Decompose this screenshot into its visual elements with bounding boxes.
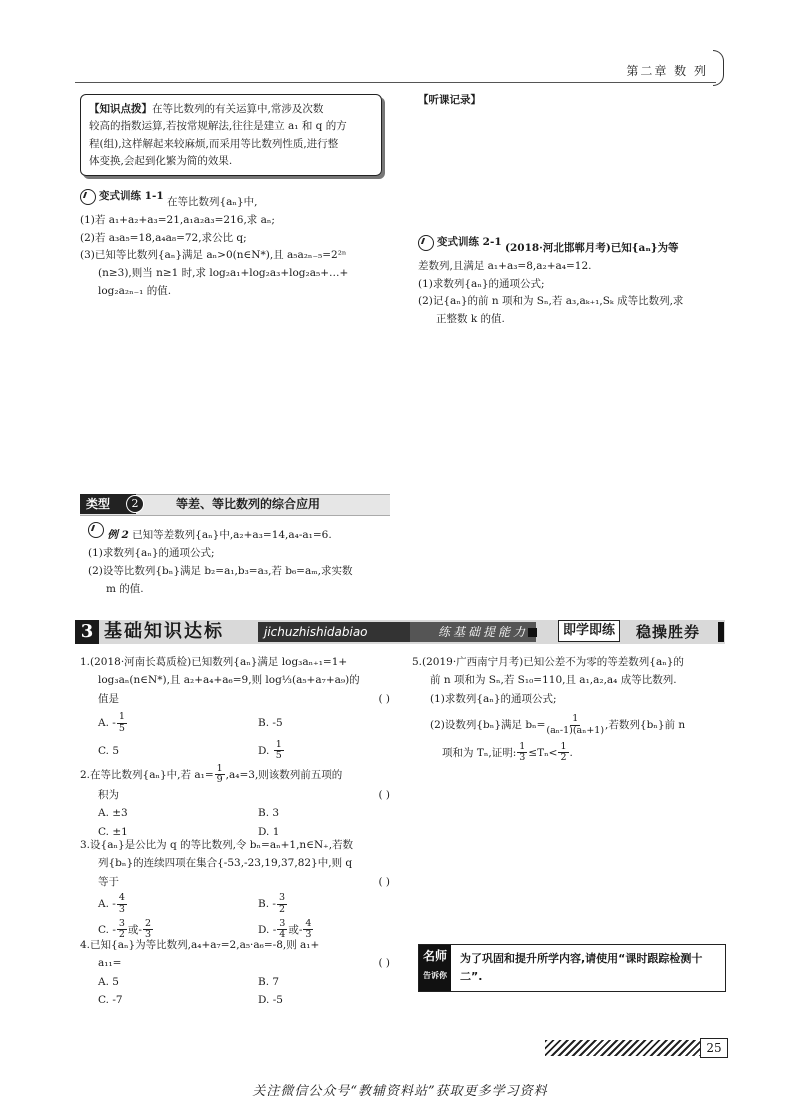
variant-stem: 在等比数列{aₙ}中, bbox=[166, 195, 258, 208]
example-item: m 的值. bbox=[106, 582, 144, 595]
answer-blank[interactable]: ( ) bbox=[378, 875, 390, 888]
option-c[interactable]: C. - $\frac{3}{2}$ 或- $\frac{2}{3}$ bbox=[98, 918, 152, 941]
question-5: 5.(2019·广西南宁月考)已知公差不为零的等差数列{aₙ}的 前 n 项和为 Sₙ,若 S₁₀=110,且 a₁,a₂,a₄ 成等比数列. (1)求数列{aₙ}的通项公式; (2)设数列{bₙ}满足 bₙ= $\frac{1}{\text{(aₙ-1)(aₙ+1)}}$ ,若数列{bₙ}前 n 项和为 Tₙ,证明: $\frac{1}{3}$ ≤Tₙ< $\frac{1}{2}$ . bbox=[412, 653, 728, 764]
knowledge-line: 在等比数列的有关运算中,常涉及次数 bbox=[152, 103, 324, 115]
example-2 bbox=[88, 522, 398, 598]
knowledge-tip-title: 【知识点拨】 bbox=[89, 103, 152, 115]
pencil-icon bbox=[80, 189, 96, 205]
variant-item: 差数列,且满足 a₁+a₃=8,a₂+a₄=12. bbox=[418, 259, 592, 272]
section-tag-sure-win: 稳操胜券 bbox=[636, 623, 701, 641]
footer-note: 关注微信公众号“教辅资料站”获取更多学习资料 bbox=[252, 1084, 548, 1099]
option-c[interactable]: C. ±1 bbox=[98, 825, 128, 838]
question-line: log₃aₙ(n∈N*),且 a₂+a₄+a₆=9,则 log⅓(a₅+a₇+a₉)的 bbox=[98, 674, 360, 687]
option-d[interactable]: D. $\frac{1}{5}$ bbox=[258, 739, 282, 762]
option-b[interactable]: B. - $\frac{3}{2}$ bbox=[258, 892, 285, 915]
question-line: 前 n 项和为 Sₙ,若 S₁₀=110,且 a₁,a₂,a₄ 成等比数列. bbox=[430, 674, 677, 687]
knowledge-line: 较高的指数运算,若按常规解法,往往是建立 a₁ 和 q 的方 bbox=[89, 120, 347, 133]
question-line: ,a₄=3,则该数列前五项的 bbox=[225, 768, 343, 781]
header-rule bbox=[75, 82, 716, 83]
listen-record-label: 【听课记录】 bbox=[418, 94, 481, 106]
header-bracket-ornament bbox=[713, 50, 724, 86]
pencil-icon bbox=[88, 522, 104, 538]
question-line: ,若数列{bₙ}前 n bbox=[605, 719, 686, 732]
variant-item: (2)记{aₙ}的前 n 项和为 Sₙ,若 a₃,aₖ₊₁,Sₖ 成等比数列,求 bbox=[418, 295, 684, 308]
section-square-ornament bbox=[528, 628, 537, 637]
section-number: 3 bbox=[75, 620, 99, 644]
variant-item: (1)求数列{aₙ}的通项公式; bbox=[418, 277, 545, 290]
question-line: 值是 bbox=[98, 692, 119, 705]
variant-item: (2)若 a₃a₅=18,a₄a₈=72,求公比 q; bbox=[80, 231, 247, 244]
knowledge-line: 体变换,会起到化繁为简的效果. bbox=[89, 154, 233, 167]
section-end-bar bbox=[718, 622, 724, 642]
pencil-icon bbox=[418, 235, 434, 251]
option-d[interactable]: D. 1 bbox=[258, 825, 280, 838]
type-number-badge: 2 bbox=[126, 495, 144, 513]
question-line: (2)设数列{bₙ}满足 bₙ= bbox=[430, 719, 546, 732]
variant-item: (1)若 a₁+a₂+a₃=21,a₁a₂a₃=216,求 aₙ; bbox=[80, 213, 275, 226]
page-number: 25 bbox=[700, 1038, 728, 1058]
question-line: 1.(2018·河南长葛质检)已知数列{aₙ}满足 log₃aₙ₊₁=1+ bbox=[80, 656, 348, 668]
section-title: 基础知识达标 bbox=[104, 621, 224, 642]
option-a[interactable]: A. - $\frac{4}{3}$ bbox=[98, 892, 125, 915]
section-pinyin: jichuzhishidabiao bbox=[258, 622, 420, 642]
question-line: 4.已知{aₙ}为等比数列,a₄+a₇=2,a₅·a₆=-8,则 a₁+ bbox=[80, 939, 320, 951]
teacher-tip-text: 为了巩固和提升所学内容,请使用“课时跟踪检测十二”. bbox=[460, 952, 703, 984]
example-stem: 已知等差数列{aₙ}中,a₂+a₃=14,a₄-a₁=6. bbox=[132, 529, 332, 541]
variant-item: log₂a₂ₙ₋₁ 的值. bbox=[98, 285, 172, 298]
answer-blank[interactable]: ( ) bbox=[378, 957, 390, 970]
type-title: 等差、等比数列的综合应用 bbox=[176, 497, 321, 511]
option-a[interactable]: A. - $\frac{1}{5}$ bbox=[98, 711, 125, 734]
variant-item: (3)已知等比数列{aₙ}满足 aₙ>0(n∈N*),且 a₅a₂ₙ₋₅=2²ⁿ bbox=[80, 249, 347, 262]
option-c[interactable]: C. -7 bbox=[98, 994, 123, 1007]
answer-blank[interactable]: ( ) bbox=[378, 788, 390, 801]
question-line: a₁₁= bbox=[98, 957, 122, 970]
question-line: 积为 bbox=[98, 788, 119, 801]
knowledge-tip-box bbox=[80, 94, 382, 176]
example-item: (1)求数列{aₙ}的通项公式; bbox=[88, 546, 215, 559]
variant-training-1-1 bbox=[80, 188, 400, 301]
option-b[interactable]: B. -5 bbox=[258, 717, 283, 730]
question-line: 等于 bbox=[98, 875, 119, 888]
option-a[interactable]: A. 5 bbox=[98, 975, 119, 988]
variant-item: (n≥3),则当 n≥1 时,求 log₂a₁+log₂a₃+log₂a₅+…+ bbox=[98, 267, 349, 280]
option-c[interactable]: C. 5 bbox=[98, 744, 120, 757]
page-number-hatch-ornament bbox=[545, 1040, 700, 1056]
question-4 bbox=[80, 936, 390, 1010]
question-line: (1)求数列{aₙ}的通项公式; bbox=[430, 692, 557, 705]
question-1 bbox=[80, 653, 390, 762]
variant-badge: 变式训练 1-1 bbox=[80, 188, 164, 206]
section-slogan: 练基础提能力 bbox=[410, 622, 536, 642]
variant-item: 正整数 k 的值. bbox=[436, 313, 505, 326]
example-item: (2)设等比数列{bₙ}满足 b₂=a₁,b₃=a₃,若 b₆=aₘ,求实数 bbox=[88, 564, 353, 577]
question-line: 3.设{aₙ}是公比为 q 的等比数列,令 bₙ=aₙ+1,n∈N₊,若数 bbox=[80, 839, 354, 851]
option-d[interactable]: D. - $\frac{3}{4}$ 或- $\frac{4}{3}$ bbox=[258, 918, 312, 941]
option-b[interactable]: B. 3 bbox=[258, 807, 280, 820]
question-2: 2.在等比数列{aₙ}中,若 a₁= $\frac{1}{9}$ ,a₄=3,则该数列前五项的 积为 ( ) A. ±3 B. 3 C. ±1 D. 1 bbox=[80, 764, 390, 841]
teacher-tip-badge: 名师 告诉你 bbox=[419, 945, 451, 991]
knowledge-line: 程(组),这样解起来较麻烦,而采用等比数列性质,进行整 bbox=[89, 137, 339, 150]
answer-blank[interactable]: ( ) bbox=[378, 692, 390, 705]
option-d[interactable]: D. -5 bbox=[258, 994, 283, 1007]
option-b[interactable]: B. 7 bbox=[258, 975, 280, 988]
question-line: 项和为 Tₙ,证明: bbox=[442, 746, 517, 759]
question-line: 5.(2019·广西南宁月考)已知公差不为零的等差数列{aₙ}的 bbox=[412, 656, 684, 668]
example-label: 例 2 bbox=[107, 529, 129, 541]
variant-training-2-1 bbox=[418, 234, 728, 329]
chapter-title: 第二章 数 列 bbox=[626, 64, 708, 78]
question-line: 列{bₙ}的连续四项在集合{-53,-23,19,37,82}中,则 q bbox=[98, 857, 353, 870]
variant-stem: (2018·河北邯郸月考)已知{aₙ}为等 bbox=[504, 241, 679, 254]
section-tag-practice: 即学即练 bbox=[558, 620, 620, 642]
type-tag: 类型 bbox=[80, 494, 136, 514]
variant-badge: 变式训练 2-1 bbox=[418, 234, 502, 252]
question-3 bbox=[80, 836, 390, 941]
option-a[interactable]: A. ±3 bbox=[98, 807, 128, 820]
question-line: 2.在等比数列{aₙ}中,若 a₁= bbox=[80, 768, 214, 781]
